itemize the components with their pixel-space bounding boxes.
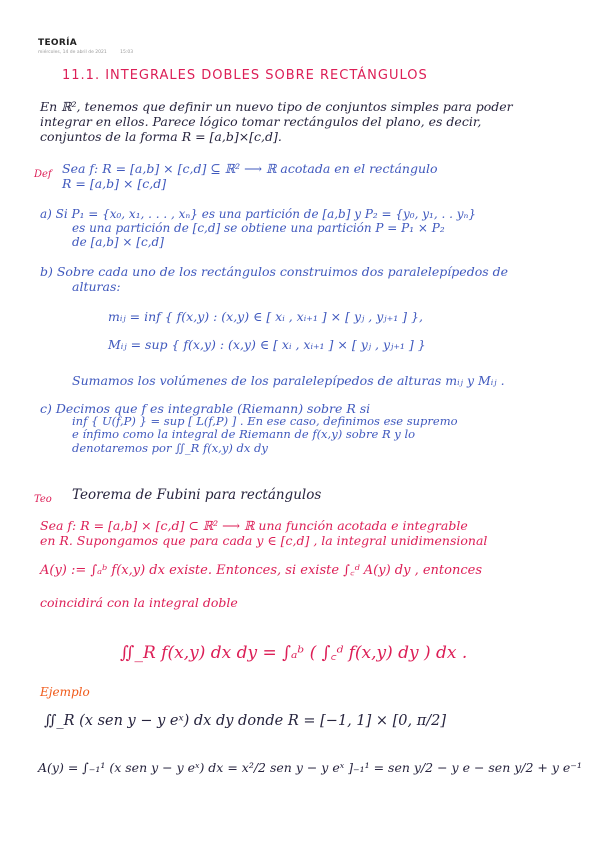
page-title: TEORÍA: [38, 38, 77, 48]
definition-line-2: R = [a,b] × [c,d]: [62, 176, 167, 191]
theorem-line-2: en R. Supongamos que para cada y ∈ [c,d] , la integral unidimensional: [40, 533, 488, 548]
fubini-formula: ∬_R f(x,y) dx dy = ∫ₐᵇ ( ∫꜀ᵈ f(x,y) dy ) dx .: [120, 643, 468, 663]
sup-formula: Mᵢⱼ = sup { f(x,y) : (x,y) ∈ [ xᵢ , xᵢ₊₁ ] × [ yⱼ , yⱼ₊₁ ] }: [108, 337, 426, 352]
theorem-line-4: coincidirá con la integral doble: [40, 595, 238, 610]
example-statement: ∬_R (x sen y − y eˣ) dx dy donde R = [−1, 1] × [0, π/2]: [44, 713, 447, 729]
intro-line-3: conjuntos de la forma R = [a,b]×[c,d].: [40, 129, 282, 144]
section-title: 11.1. INTEGRALES DOBLES SOBRE RECTÁNGULOS: [62, 68, 428, 83]
date-text: miércoles, 14 de abril de 2021: [38, 50, 107, 55]
definition-tag: Def: [34, 169, 52, 180]
sum-note: Sumamos los volúmenes de los paralelepípedos de alturas mᵢⱼ y Mᵢⱼ .: [72, 373, 505, 388]
item-a-line-2: es una partición de [c,d] se obtiene una partición P = P₁ × P₂: [72, 221, 445, 235]
time-text: 15:03: [120, 50, 134, 55]
theorem-line-3: A(y) := ∫ₐᵇ f(x,y) dx existe. Entonces, si existe ∫꜀ᵈ A(y) dy , entonces: [40, 563, 482, 578]
theorem-line-1: Sea f: R = [a,b] × [c,d] ⊂ ℝ² ⟶ ℝ una función acotada e integrable: [40, 518, 468, 533]
definition-line-1: Sea f: R = [a,b] × [c,d] ⊆ ℝ² ⟶ ℝ acotada en el rectángulo: [62, 161, 438, 176]
theorem-title: Teorema de Fubini para rectángulos: [72, 487, 322, 503]
theorem-tag: Teo: [34, 494, 52, 505]
example-computation: A(y) = ∫₋₁¹ (x sen y − y eˣ) dx = x²/2 sen y − y eˣ ]₋₁¹ = sen y/2 − y e − sen y/2 + y e⁻¹: [38, 760, 582, 775]
page-date: [38, 50, 145, 55]
inf-formula: mᵢⱼ = inf { f(x,y) : (x,y) ∈ [ xᵢ , xᵢ₊₁ ] × [ yⱼ , yⱼ₊₁ ] },: [108, 309, 423, 324]
item-c-line-3: e ínfimo como la integral de Riemann de f(x,y) sobre R y lo: [72, 427, 416, 441]
example-tag: Ejemplo: [40, 685, 90, 699]
item-a-line-3: de [a,b] × [c,d]: [72, 235, 164, 249]
intro-line-2: integrar en ellos. Parece lógico tomar rectángulos del plano, es decir,: [40, 114, 482, 129]
item-c-line-4: denotaremos por ∬_R f(x,y) dx dy: [72, 441, 268, 455]
intro-line-1: En ℝ², tenemos que definir un nuevo tipo de conjuntos simples para poder: [40, 99, 513, 114]
item-a-line-1: a) Si P₁ = {x₀, x₁, . . . , xₙ} es una partición de [a,b] y P₂ = {y₀, y₁, . . yₙ}: [40, 207, 476, 221]
item-b-line-1: b) Sobre cada uno de los rectángulos construimos dos paralelepípedos de: [40, 264, 509, 279]
item-b-line-2: alturas:: [72, 279, 121, 294]
item-c-line-2: inf { U(f,P) } = sup [ L(f,P) ] . En ese caso, definimos ese supremo: [72, 414, 458, 428]
item-c-line-1: c) Decimos que f es integrable (Riemann) sobre R si: [40, 401, 371, 416]
